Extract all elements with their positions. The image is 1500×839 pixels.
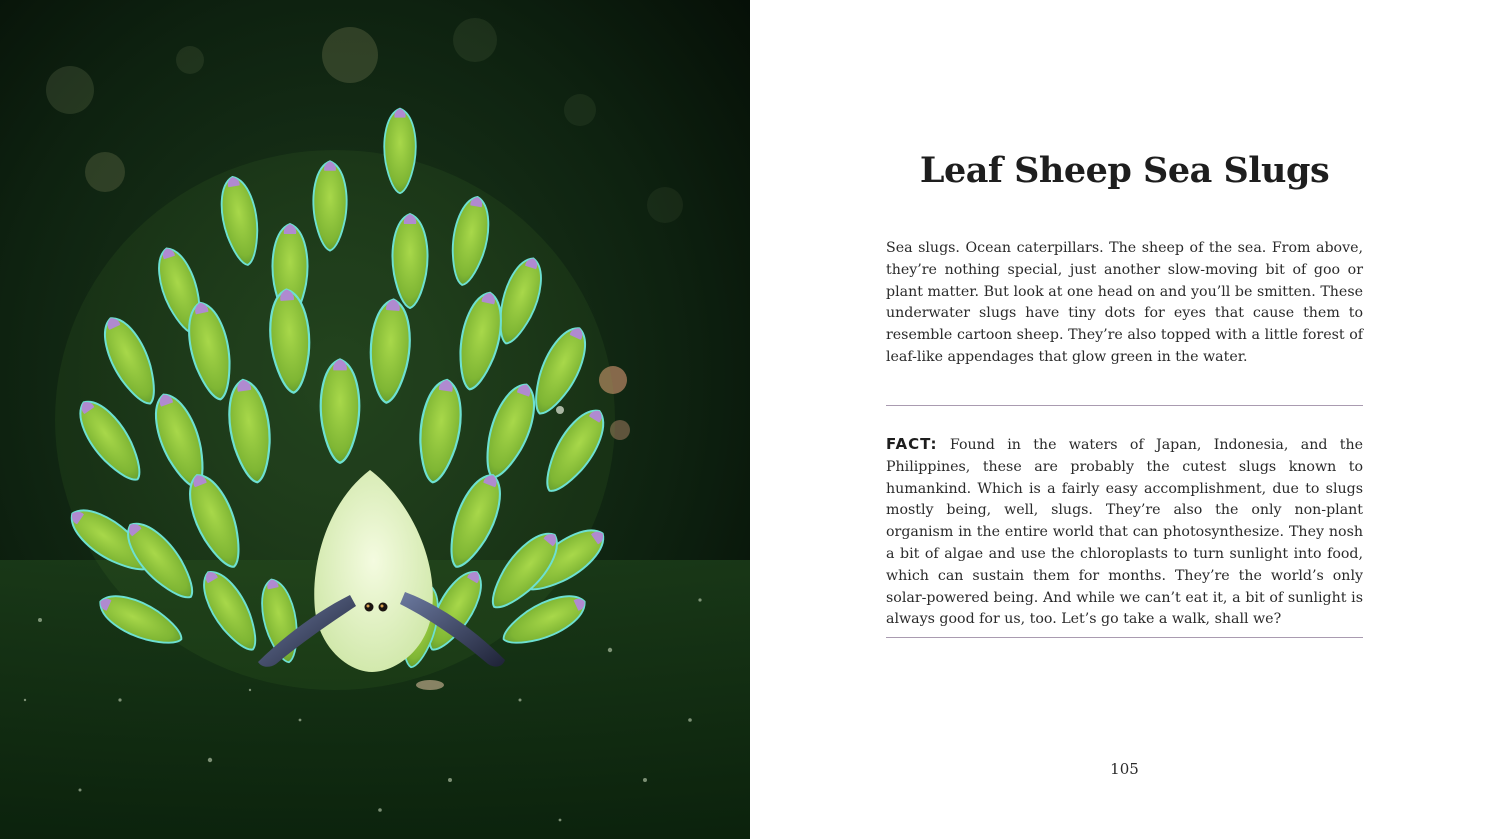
divider-bottom bbox=[886, 637, 1363, 638]
fact-paragraph bbox=[886, 434, 1363, 631]
page-title: Leaf Sheep Sea Slugs bbox=[919, 150, 1330, 191]
fact-text: Found in the waters of Japan, Indonesia, and the Philippines, these are probably the cutest slugs known to humankind. Which is a fairly easy accomplishment, due to slugs mostly being, well, slugs. They’re also the only non-plant organism in the entire world that can photosynthesize. They nosh a bit of algae and use the chloroplasts to turn sunlight into food, which can sustain them for months. They’re the world’s only solar-powered being. And while we can’t eat it, a bit of sunlight is always good for us, too. Let’s go take a walk, shall we? bbox=[886, 437, 1363, 628]
divider-top bbox=[886, 405, 1363, 406]
fact-label: FACT: bbox=[886, 435, 938, 453]
intro-paragraph: Sea slugs. Ocean caterpillars. The sheep of the sea. From above, they’re nothing special, just another slow-moving bit of goo or plant matter. But look at one head on and you’ll be smitten. These underwater slugs have tiny dots for eyes that cause them to resemble cartoon sheep. They’re also topped with a little forest of leaf-like appendages that glow green in the water. bbox=[886, 240, 1363, 365]
text-page bbox=[750, 0, 1500, 839]
page-number: 105 bbox=[1110, 760, 1139, 778]
